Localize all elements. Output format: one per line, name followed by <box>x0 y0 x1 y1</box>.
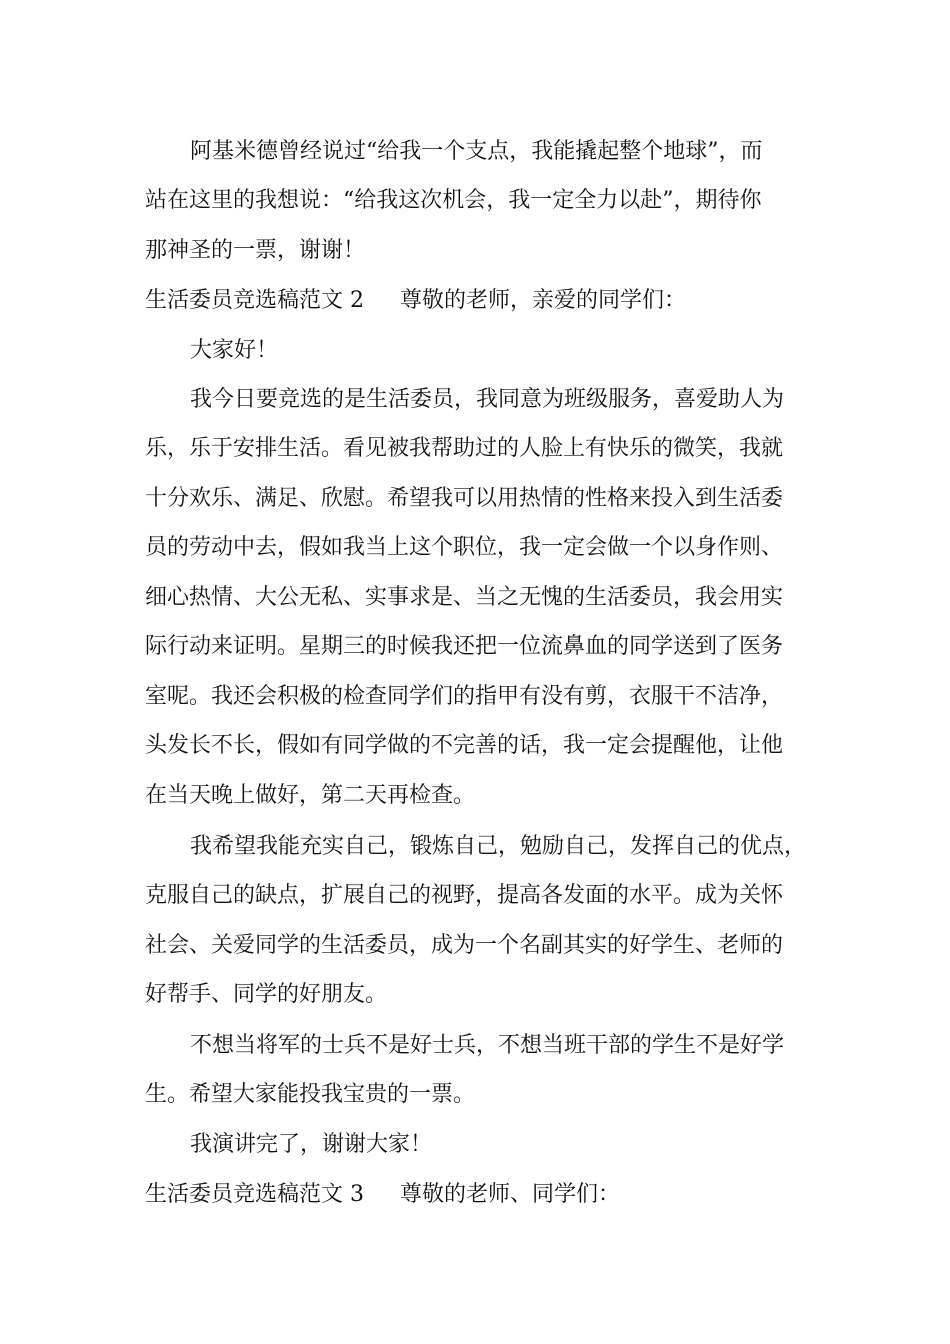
paragraph-line: 生。希望大家能投我宝贵的一票。 <box>145 1082 476 1107</box>
paragraph-line: 十分欢乐、满足、欣慰。希望我可以用热情的性格来投入到生活委 <box>145 486 784 511</box>
section-title: 生活委员竞选稿范文 2 <box>145 288 364 313</box>
paragraph-line: 细心热情、大公无私、实事求是、当之无愧的生活委员，我会用实 <box>145 585 784 610</box>
section-title: 生活委员竞选稿范文 3 <box>145 1182 364 1207</box>
paragraph-line: 克服自己的缺点，扩展自己的视野，提高各发面的水平。成为关怀 <box>145 883 784 908</box>
paragraph-line: 际行动来证明。星期三的时候我还把一位流鼻血的同学送到了医务 <box>145 634 784 659</box>
paragraph-line: 室呢。我还会积极的检查同学们的指甲有没有剪，衣服干不洁净， <box>145 684 784 709</box>
paragraph-line: 头发长不长，假如有同学做的不完善的话，我一定会提醒他，让他 <box>145 733 784 758</box>
section-greeting: 尊敬的老师，亲爱的同学们： <box>400 288 687 313</box>
paragraph-line: 在当天晚上做好，第二天再检查。 <box>145 783 476 808</box>
section-heading <box>145 1180 845 1210</box>
paragraph-line: 社会、关爱同学的生活委员，成为一个名副其实的好学生、老师的 <box>145 933 784 958</box>
section-greeting: 尊敬的老师、同学们： <box>400 1182 621 1207</box>
paragraph-line: 站在这里的我想说：“给我这次机会，我一定全力以赴”，期待你 <box>145 188 762 213</box>
paragraph-line: 乐，乐于安排生活。看见被我帮助过的人脸上有快乐的微笑，我就 <box>145 436 784 461</box>
paragraph-line: 好帮手、同学的好朋友。 <box>145 982 388 1007</box>
paragraph-line: 员的劳动中去，假如我当上这个职位，我一定会做一个以身作则、 <box>145 535 784 560</box>
paragraph-line: 不想当将军的士兵不是好士兵，不想当班干部的学生不是好学 <box>190 1033 785 1058</box>
paragraph-line: 我演讲完了，谢谢大家！ <box>190 1132 433 1157</box>
paragraph-line: 我今日要竞选的是生活委员，我同意为班级服务，喜爱助人为 <box>190 387 785 412</box>
paragraph-line: 大家好！ <box>190 338 279 363</box>
paragraph-line: 那神圣的一票，谢谢！ <box>145 238 366 263</box>
paragraph-line: 我希望我能充实自己，锻炼自己，勉励自己，发挥自己的优点， <box>190 834 807 859</box>
section-heading <box>145 286 845 316</box>
paragraph-line: 阿基米德曾经说过“给我一个支点，我能撬起整个地球”，而 <box>190 139 763 164</box>
